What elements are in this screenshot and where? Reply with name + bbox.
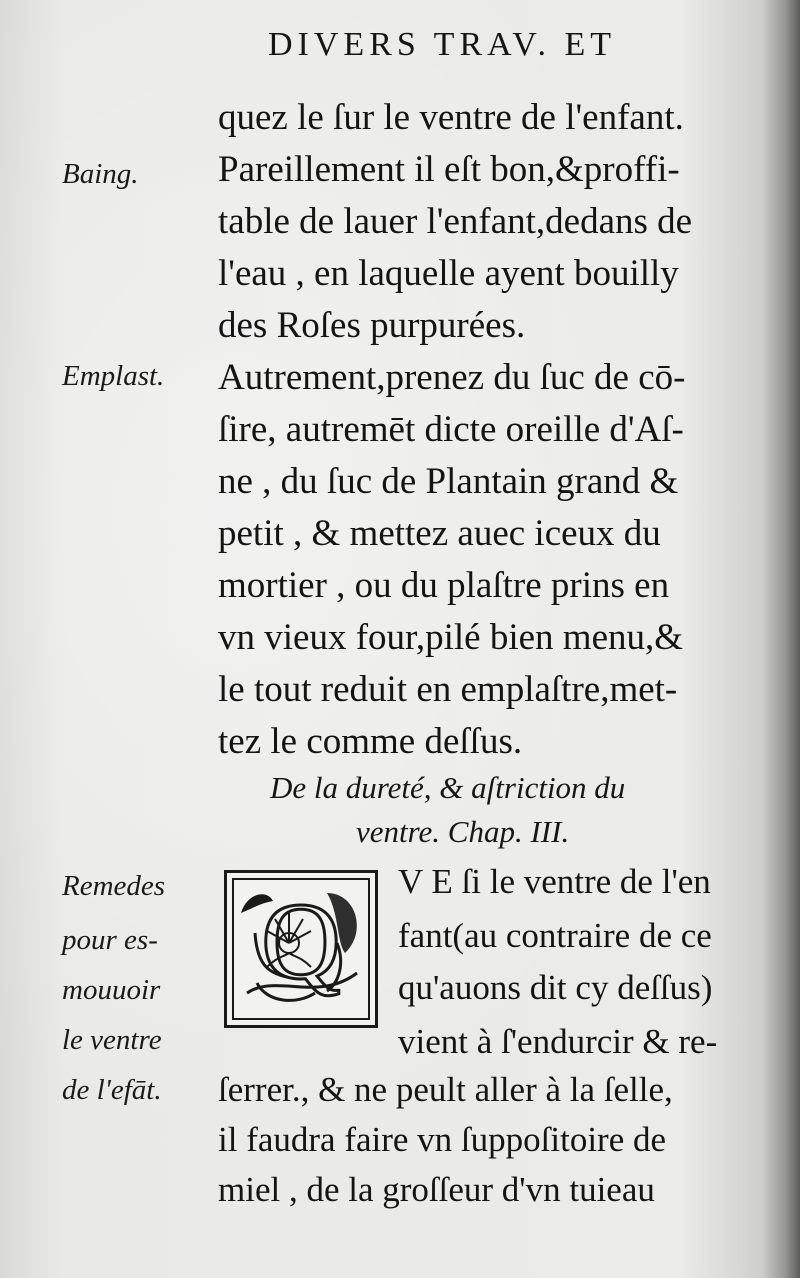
body-line: Pareillement il eſt bon,&proffi- [218,149,680,190]
margin-note: de l'efāt. [62,1074,162,1106]
body-line: le tout reduit en emplaſtre,met- [218,669,678,710]
body-line: petit , & mettez auec iceux du [218,513,661,554]
body-line: des Roſes purpurées. [218,305,526,346]
chapter-line: ſerrer., & ne peult aller à la ſelle, [218,1070,673,1109]
chapter-line: V E ſi le ventre de l'en [398,862,711,901]
decorated-initial [224,870,378,1028]
page-gutter-shadow [762,0,800,1278]
margin-note: mouuoir [62,974,161,1006]
body-line: Autrement,prenez du ſuc de cō- [218,357,686,398]
margin-note: Baing. [62,158,139,190]
chapter-line: miel , de la groſſeur d'vn tuieau [218,1170,655,1209]
chapter-line: qu'auons dit cy deſſus) [398,968,713,1007]
floral-ornament-icon [227,873,375,1025]
body-line: vn vieux four,pilé bien menu,& [218,617,684,658]
body-line: tez le comme deſſus. [218,721,523,762]
body-line: l'eau , en laquelle ayent bouilly [218,253,679,294]
body-line: ſire, autremēt dicte oreille d'Aſ- [218,409,684,450]
chapter-line: vient à ſ'endurcir & re- [398,1022,718,1061]
chapter-title-line: ventre. Chap. III. [356,814,570,849]
running-header: DIVERS TRAV. ET [268,26,616,63]
body-line: ne , du ſuc de Plantain grand & [218,461,679,502]
chapter-line: fant(au contraire de ce [398,916,712,955]
chapter-line: il faudra faire vn ſuppoſitoire de [218,1120,667,1159]
margin-note: Remedes [62,870,166,902]
body-line: table de lauer l'enfant,dedans de [218,201,693,242]
margin-note: le ventre [62,1024,162,1056]
body-line: mortier , ou du plaſtre prins en [218,565,670,606]
body-line: quez le ſur le ventre de l'enfant. [218,97,684,138]
chapter-title-line: De la dureté, & aſtriction du [270,770,626,805]
margin-note: pour es- [62,924,158,956]
margin-note: Emplast. [62,360,165,392]
initial-letter: Q [261,880,341,1002]
